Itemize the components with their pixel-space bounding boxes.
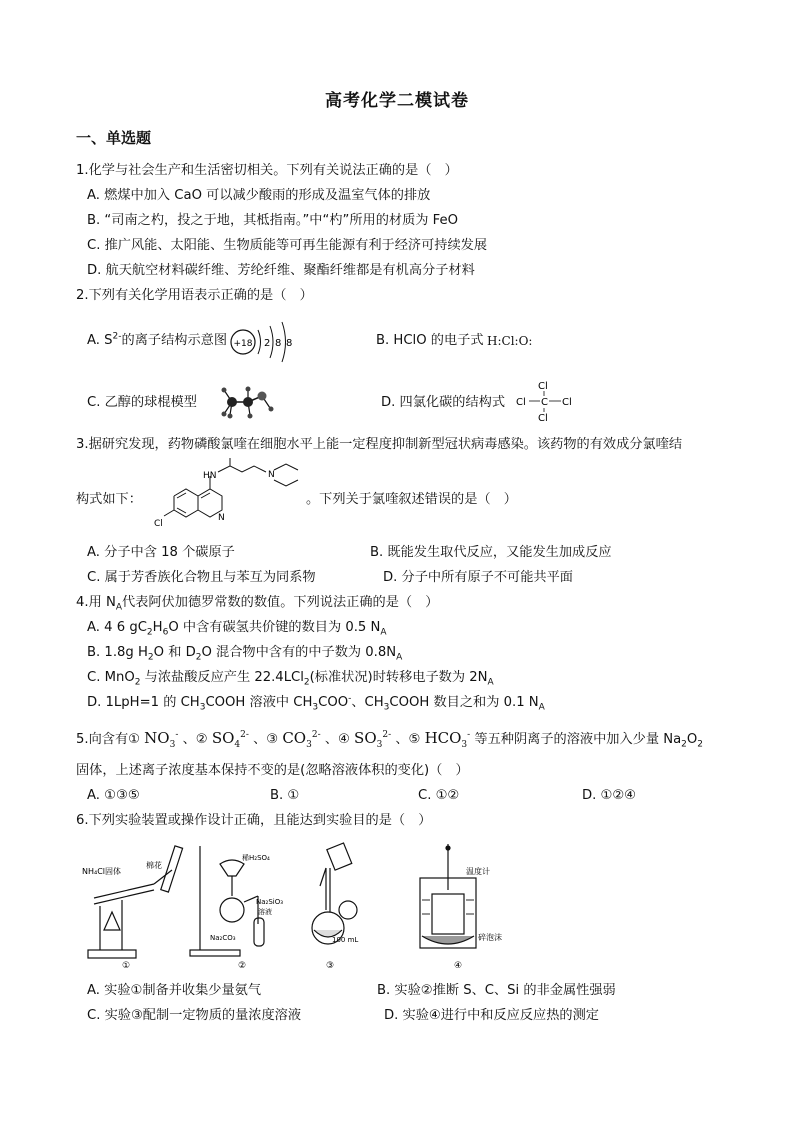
ion-hco3: $HCO_3^-$ [424, 729, 471, 750]
q1-option-d: D. 航天航空材料碳纤维、芳纶纤维、聚酯纤维都是有机高分子材料 [87, 263, 475, 278]
svg-text:稀H₂SO₄: 稀H₂SO₄ [242, 854, 270, 862]
ethanol-ball-stick-model [218, 382, 276, 422]
q3-option-d: D. 分子中所有原子不可能共平面 [383, 570, 573, 585]
page-title: 高考化学二模试卷 [325, 91, 469, 111]
q1-option-a: A. 燃煤中加入 CaO 可以减少酸雨的形成及温室气体的排放 [87, 188, 431, 203]
svg-text:④: ④ [454, 961, 463, 970]
svg-text:Cl: Cl [538, 381, 548, 392]
ion-so3: $SO_3^{2-}$ [354, 729, 392, 750]
q6-option-b: B. 实验②推断 S、C、Si 的非金属性强弱 [377, 983, 616, 998]
svg-text:C: C [541, 397, 548, 408]
apparatus-4 [420, 844, 476, 948]
q5-option-d: D. ①②④ [582, 788, 637, 803]
q6-stem: 6.下列实验装置或操作设计正确，且能达到实验目的是（ ） [76, 813, 432, 828]
svg-text:Cl: Cl [562, 397, 572, 408]
svg-text:N: N [268, 470, 275, 480]
ion-co3: $CO_3^{2-}$ [282, 729, 321, 750]
svg-text:Cl: Cl [154, 519, 163, 529]
svg-text:100 mL: 100 mL [332, 936, 359, 944]
svg-text:HN: HN [203, 471, 217, 481]
q1-stem: 1.化学与社会生产和生活密切相关。下列有关说法正确的是（ ） [76, 163, 458, 178]
q4-option-b: B. 1.8g $H_2O$ 和 $D_2O$ 混合物中含有的中子数为 $0.8N_A$ [87, 645, 403, 663]
svg-text:②: ② [238, 961, 247, 970]
svg-text:①: ① [122, 961, 131, 970]
q3-stem-prefix: 构式如下： [76, 492, 142, 507]
svg-text:Na₂SiO₃: Na₂SiO₃ [256, 898, 284, 906]
q3-option-c: C. 属于芳香族化合物且与苯互为同系物 [87, 570, 316, 585]
q1-option-b: B. “司南之杓，投之于地，其柢指南。”中“杓”所用的材质为 FeO [87, 213, 459, 228]
svg-text:碎泡沫: 碎泡沫 [478, 933, 502, 942]
q3-option-b: B. 既能发生取代反应，又能发生加成反应 [370, 545, 612, 560]
apparatus-3 [312, 843, 357, 944]
hclo-electron-formula: H:Cl:O: [487, 334, 533, 348]
q2-option-b: B. HClO 的电子式 [376, 333, 484, 348]
svg-text:Cl: Cl [516, 397, 526, 408]
q3-stem-suffix: 。下列关于氯喹叙述错误的是（ ） [306, 492, 517, 507]
shell-2: 8 [275, 338, 282, 349]
ion-no3: $NO_3^-$ [144, 729, 179, 750]
q6-option-a: A. 实验①制备并收集少量氨气 [87, 983, 262, 998]
q2-option-c: C. 乙醇的球棍模型 [87, 395, 197, 410]
section-heading: 一、单选题 [76, 129, 152, 147]
q5-option-c: C. ①② [418, 788, 460, 803]
q3-option-a: A. 分子中含 18 个碳原子 [87, 545, 235, 560]
ion-so4: $SO_4^{2-}$ [211, 729, 249, 750]
svg-text:棉花: 棉花 [146, 861, 162, 870]
s2-ion-structure-diagram [228, 320, 298, 364]
q3-stem-line1: 3.据研究发现，药物磷酸氯喹在细胞水平上能一定程度抑制新型冠状病毒感染。该药物的有效成分氯喹结 [76, 437, 683, 452]
shell-1: 2 [264, 338, 271, 349]
svg-text:NH₄Cl固体: NH₄Cl固体 [82, 867, 122, 876]
nucleus-charge: +18 [233, 339, 253, 349]
apparatus-1 [88, 846, 183, 958]
q2-option-d: D. 四氯化碳的结构式 [381, 395, 506, 410]
q2-option-a: A. $S^{2-}$的离子结构示意图 [87, 331, 228, 348]
q4-option-a: A. 4 6 $gC_2H_6O$ 中含有碳氢共价键的数目为 0.5 $N_A$ [87, 620, 387, 638]
q6-option-c: C. 实验③配制一定物质的量浓度溶液 [87, 1008, 302, 1023]
q5-option-b: B. ① [270, 788, 300, 803]
chloroquine-structure [150, 458, 310, 530]
ccl4-structural-formula [514, 378, 588, 424]
q4-stem: 4.用 $N_A$代表阿伏加德罗常数的数值。下列说法正确的是（ ） [76, 595, 439, 613]
q6-option-d: D. 实验④进行中和反应反应热的测定 [384, 1008, 599, 1023]
svg-text:溶液: 溶液 [258, 908, 272, 916]
svg-text:Na₂CO₃: Na₂CO₃ [210, 934, 236, 942]
q5-stem-line2: 固体，上述离子浓度基本保持不变的是(忽略溶液体积的变化)（ ） [76, 763, 469, 778]
svg-text:③: ③ [326, 961, 335, 970]
q1-option-c: C. 推广风能、太阳能、生物质能等可再生能源有利于经济可持续发展 [87, 238, 488, 253]
q2-stem: 2.下列有关化学用语表示正确的是（ ） [76, 288, 313, 303]
experiment-apparatus-figure [82, 840, 502, 970]
q5-stem: 5.向含有① $NO_3^-$ 、② $SO_4^{2-}$ 、③ $CO_3^{2-}$ 、④ $SO_3^{2-}$ 、⑤ $HCO_3^-$ 等五种阴离子的溶液中加入少量 $Na_2O_2$ [76, 729, 704, 750]
q4-option-c: C. MnO$_2$ 与浓盐酸反应产生 22.4LCl$_2$(标准状况)时转移电子数为 $2N_A$ [87, 670, 494, 688]
shell-3: 8 [286, 338, 293, 349]
svg-text:Cl: Cl [538, 413, 548, 424]
svg-text:N: N [218, 513, 225, 523]
svg-text:温度计: 温度计 [466, 867, 490, 876]
q5-option-a: A. ①③⑤ [87, 788, 140, 803]
q4-option-d: D. 1LpH=1 的 $CH_3COOH$ 溶液中 $CH_3COO^-$、$CH_3COOH$ 数目之和为 0.1 $N_A$ [87, 693, 545, 713]
